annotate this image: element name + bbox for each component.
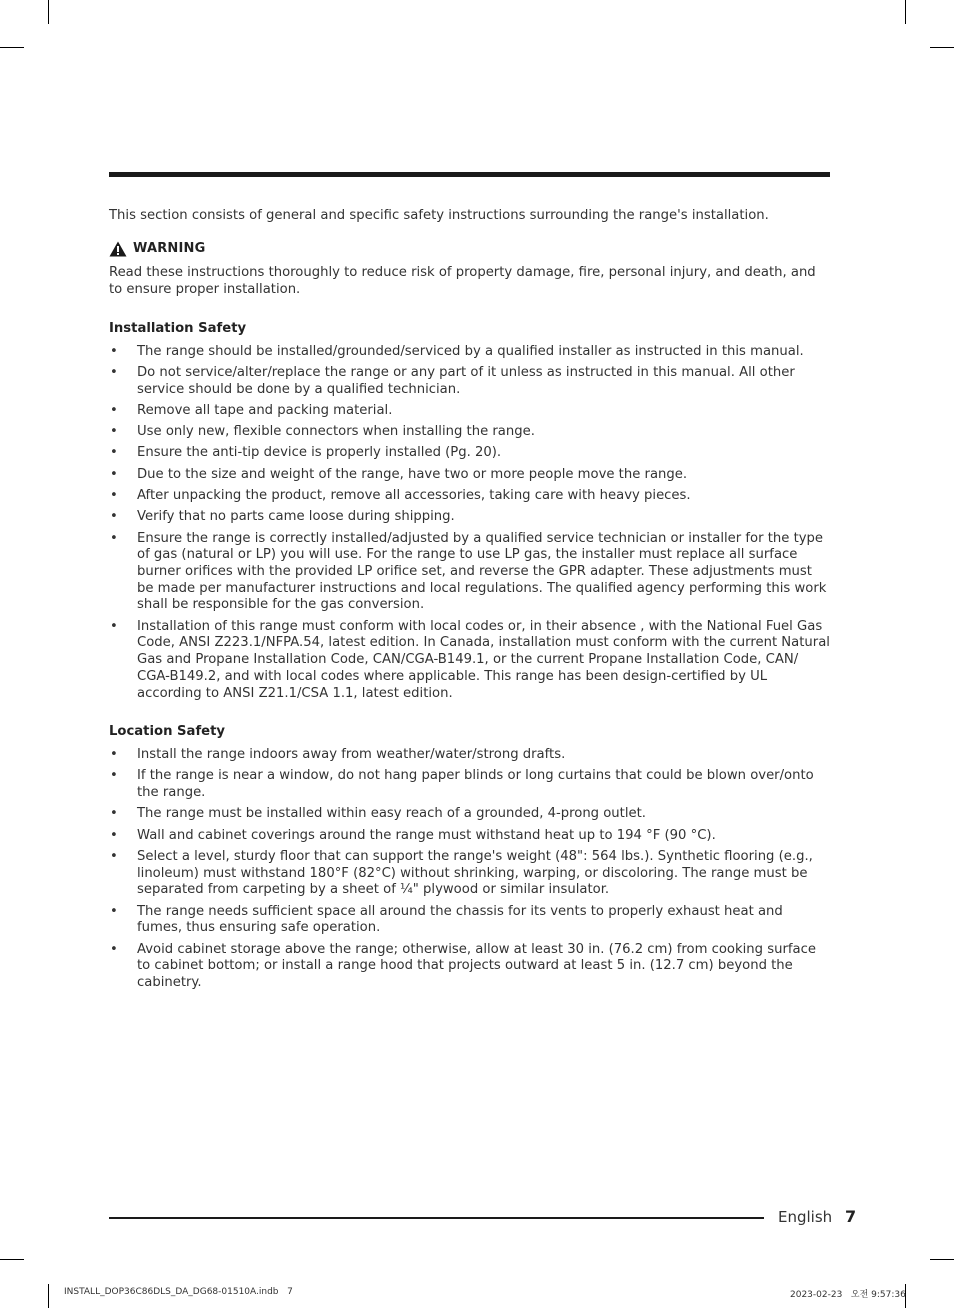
warning-label: WARNING xyxy=(133,240,206,256)
list-item: • Ensure the anti-tip device is properly installed (Pg. 20). xyxy=(110,445,502,461)
list-item: • Verify that no parts came loose during shipping. xyxy=(110,509,455,525)
list-item: • Install the range indoors away from weather/water/strong drafts. xyxy=(110,746,566,762)
footer-rule xyxy=(109,1217,764,1219)
footer-language: English xyxy=(778,1208,833,1226)
list-item: • Wall and cabinet coverings around the range must withstand heat up to 194 °F (90 °C). xyxy=(110,827,716,843)
bullet-dot: • xyxy=(110,618,118,634)
location-safety-title: Location Safety xyxy=(109,724,226,740)
list-item: • Due to the size and weight of the range, have two or more people move the range. xyxy=(110,466,688,482)
installation-safety-title: Installation Safety xyxy=(109,320,247,336)
bullet-dot: • xyxy=(110,530,118,546)
bullet-dot: • xyxy=(110,509,118,525)
bullet-dot: • xyxy=(110,827,118,843)
list-item: • Use only new, flexible connectors when installing the range. xyxy=(110,424,535,440)
crop-mark xyxy=(48,1284,49,1308)
warning-heading xyxy=(109,241,831,258)
list-item: • Do not service/alter/replace the range or any part of it unless as instructed in this manual. All other service should be done by a qualified technician. xyxy=(110,364,795,397)
list-item: • Avoid cabinet storage above the range; otherwise, allow at least 30 in. (76.2 cm) from cooking surface to cabinet bottom; or install a range hood that projects outward at least 5 in. (12.7 cm) beyond the cabinetry. xyxy=(110,941,816,990)
crop-mark xyxy=(0,47,24,48)
list-item: • Select a level, sturdy floor that can support the range's weight (48": 564 lbs.). Synthetic flooring (e.g., linoleum) must withstand 180°F (82°C) without shrinking, warping, or discoloring. The range must be separated from carpeting by a sheet of ¼" plywood or similar insulator. xyxy=(110,848,813,898)
list-item: • Ensure the range is correctly installed/adjusted by a qualified service technician or installer for the type of gas (natural or LP) you will use. For the range to use LP gas, the installer must replace all surface burner orifices with the provided LP orifice set, and reverse the GPR adapter. These adjustments must be made per manufacturer instructions and local regulations. The qualified agency performing this work shall be responsible for the gas conversion. xyxy=(110,530,827,613)
list-item: • The range must be installed within easy reach of a grounded, 4-prong outlet. xyxy=(110,806,646,822)
page-content xyxy=(109,208,831,1014)
list-item: • The range should be installed/grounded/serviced by a qualified installer as instructed in this manual. xyxy=(110,343,804,359)
installation-safety-list xyxy=(109,344,831,703)
page-20-link[interactable]: 20 xyxy=(475,445,492,461)
print-slug-date: 2023-02-23 오전 9:57:36 xyxy=(790,1290,906,1300)
bullet-dot: • xyxy=(110,806,118,822)
crop-mark xyxy=(0,1259,24,1260)
bullet-dot: • xyxy=(110,424,118,440)
bullet-dot: • xyxy=(110,445,118,461)
warning-body: Read these instructions thoroughly to reduce risk of property damage, fire, personal injury, and death, and to ensure proper installation. xyxy=(109,265,816,298)
crop-mark xyxy=(930,1259,954,1260)
page-number: 7 xyxy=(845,1207,857,1226)
bullet-dot: • xyxy=(110,343,118,359)
crop-mark xyxy=(905,0,906,24)
bullet-dot: • xyxy=(110,402,118,418)
bullet-dot: • xyxy=(110,488,118,503)
intro-text: This section consists of general and specific safety instructions surrounding the range's installation. xyxy=(109,208,769,223)
list-item: • The range needs sufficient space all around the chassis for its vents to properly exhaust heat and fumes, thus ensuring safe operation. xyxy=(110,903,783,936)
bullet-dot: • xyxy=(110,941,118,957)
list-item: • If the range is near a window, do not hang paper blinds or long curtains that could be blown over/onto the range. xyxy=(110,768,814,800)
warning-triangle-icon xyxy=(109,241,127,257)
location-safety-list xyxy=(109,747,831,992)
crop-mark xyxy=(48,0,49,24)
bullet-dot: • xyxy=(110,746,118,762)
bullet-dot: • xyxy=(110,903,118,919)
crop-mark xyxy=(930,47,954,48)
bullet-dot: • xyxy=(110,466,118,482)
bullet-dot: • xyxy=(110,768,118,784)
list-item: • Remove all tape and packing material. xyxy=(110,402,393,418)
list-item: • Installation of this range must conform with local codes or, in their absence , with the National Fuel Gas Code, ANSI Z223.1/NFPA.54, latest edition. In Canada, installation must conform with the current Natural Gas and Propane Installation Code, CAN/CGA-B149.1, or the current Propane Installation Code, CAN/ CGA-B149.2, and with local codes where applicable. This range has been design-certified by UL according to ANSI Z21.1/CSA 1.1, latest edition. xyxy=(110,618,830,701)
bullet-dot: • xyxy=(110,848,118,864)
bullet-dot: • xyxy=(110,364,118,380)
print-slug-file: INSTALL_DOP36C86DLS_DA_DG68-01510A.indb 7 xyxy=(64,1287,293,1297)
header-rule xyxy=(109,172,830,177)
list-item: • After unpacking the product, remove all accessories, taking care with heavy pieces. xyxy=(110,488,691,503)
